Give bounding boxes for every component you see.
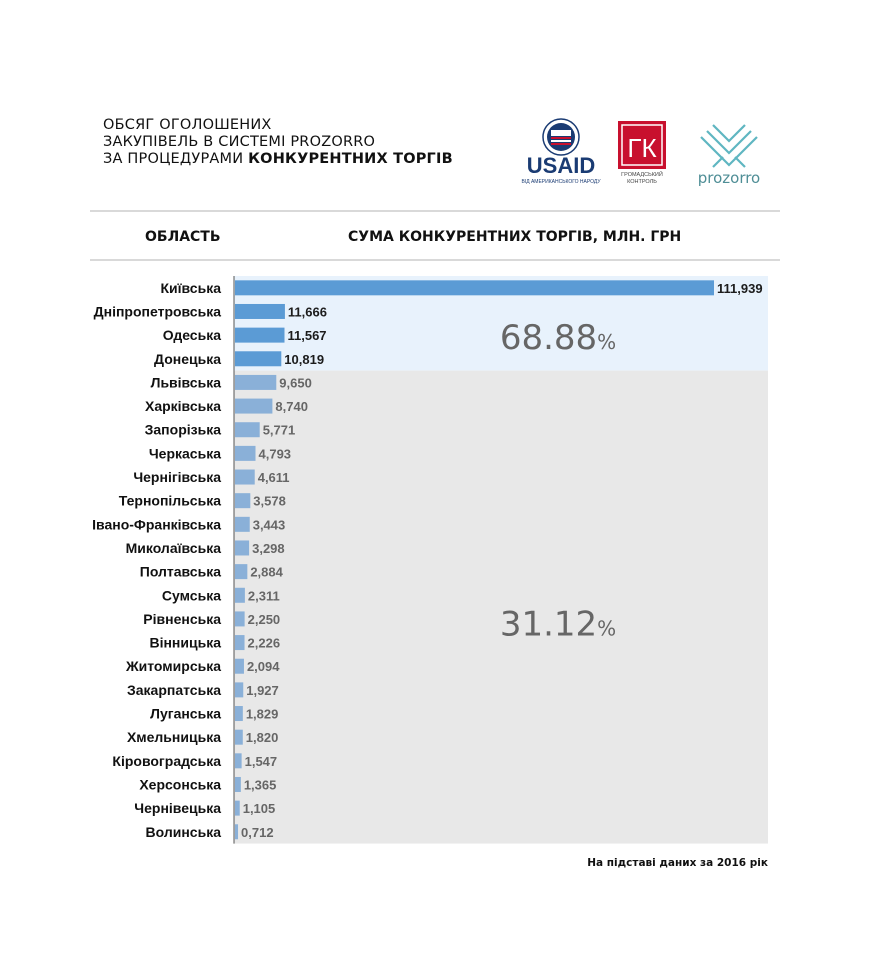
category-label-6: Харківська xyxy=(144,398,221,415)
category-label-8: Черкаська xyxy=(148,445,221,462)
category-label-18: Закарпатська xyxy=(126,681,221,698)
title-line-3-prefix: ЗА ПРОЦЕДУРАМИ xyxy=(103,151,249,167)
bar-12 xyxy=(235,540,249,555)
category-label-3: Одеська xyxy=(162,327,221,344)
category-label-7: Запорізька xyxy=(144,421,221,438)
column-header-amount: СУМА КОНКУРЕНТНИХ ТОРГІВ, МЛН. ГРН xyxy=(348,229,682,245)
category-label-20: Хмельницька xyxy=(126,729,221,746)
bar-17 xyxy=(235,659,244,674)
bar-6 xyxy=(235,399,272,414)
bar-7 xyxy=(235,422,260,437)
title-line-1: ОБСЯГ ОГОЛОШЕНИХ xyxy=(103,117,272,133)
footnote: На підставі даних за 2016 рік xyxy=(587,857,768,869)
category-label-21: Кіровоградська xyxy=(112,752,221,769)
value-label-17: 2,094 xyxy=(246,659,280,675)
value-label-23: 1,105 xyxy=(242,801,276,817)
category-label-1: Київська xyxy=(160,279,221,296)
bar-3 xyxy=(235,328,284,343)
group-share-label-1: 68.88% xyxy=(499,318,617,359)
prozorro-text: prozorro xyxy=(697,169,761,187)
category-label-19: Луганська xyxy=(150,705,221,722)
category-label-9: Чернігівська xyxy=(133,469,221,486)
value-label-1: 111,939 xyxy=(717,280,763,296)
bar-1 xyxy=(235,280,714,295)
category-label-13: Полтавська xyxy=(139,563,221,580)
group-share-label-2: 31.12% xyxy=(499,604,617,645)
category-label-2: Дніпропетровська xyxy=(93,303,221,320)
value-label-5: 9,650 xyxy=(279,375,312,391)
category-label-14: Сумська xyxy=(161,587,221,604)
category-label-16: Вінницька xyxy=(149,634,221,651)
bar-23 xyxy=(235,801,240,816)
title-line-2: ЗАКУПІВЕЛЬ В СИСТЕМІ PROZORRO xyxy=(103,134,376,150)
value-label-22: 1,365 xyxy=(243,777,277,793)
category-label-22: Херсонська xyxy=(139,776,221,793)
bar-15 xyxy=(235,611,245,626)
category-label-17: Житомирська xyxy=(126,658,221,675)
category-label-10: Тернопільська xyxy=(118,492,221,509)
value-label-21: 1,547 xyxy=(244,753,278,769)
value-label-16: 2,226 xyxy=(247,635,281,651)
gk-subtext-1: ГРОМАДСЬКИЙ xyxy=(621,172,663,178)
bar-11 xyxy=(235,517,250,532)
gk-text: ГК xyxy=(627,133,657,163)
category-label-5: Львівська xyxy=(150,374,221,391)
bar-21 xyxy=(235,753,242,768)
category-label-23: Чернівецька xyxy=(134,800,221,817)
bar-18 xyxy=(235,682,243,697)
value-label-8: 4,793 xyxy=(258,446,292,462)
bar-20 xyxy=(235,730,243,745)
title-line-3-bold: КОНКУРЕНТНИХ ТОРГІВ xyxy=(248,151,453,167)
category-label-11: Івано-Франківська xyxy=(92,516,221,533)
category-label-4: Донецька xyxy=(154,350,221,367)
value-label-7: 5,771 xyxy=(262,422,296,438)
value-label-24: 0,712 xyxy=(241,824,274,840)
value-label-14: 2,311 xyxy=(247,588,280,604)
usaid-subtext: ВІД АМЕРИКАНСЬКОГО НАРОДУ xyxy=(521,179,601,185)
bar-16 xyxy=(235,635,245,650)
category-label-24: Волинська xyxy=(145,823,221,840)
bar-14 xyxy=(235,588,245,603)
value-label-18: 1,927 xyxy=(246,682,279,698)
value-label-10: 3,578 xyxy=(253,493,286,509)
bar-9 xyxy=(235,470,255,485)
value-label-6: 8,740 xyxy=(275,399,308,415)
bar-4 xyxy=(235,351,281,366)
column-header-region: ОБЛАСТЬ xyxy=(145,229,221,245)
value-label-4: 10,819 xyxy=(284,351,325,367)
category-label-12: Миколаївська xyxy=(125,539,221,556)
value-label-11: 3,443 xyxy=(252,517,286,533)
bar-22 xyxy=(235,777,241,792)
value-label-12: 3,298 xyxy=(252,540,285,556)
gk-subtext-2: КОНТРОЛЬ xyxy=(627,179,657,185)
value-label-15: 2,250 xyxy=(247,611,281,627)
bar-2 xyxy=(235,304,285,319)
value-label-2: 11,666 xyxy=(287,304,327,320)
bar-10 xyxy=(235,493,250,508)
value-label-19: 1,829 xyxy=(245,706,279,722)
usaid-text: USAID xyxy=(526,153,596,178)
value-label-20: 1,820 xyxy=(245,730,279,746)
bar-24 xyxy=(235,824,238,839)
bar-13 xyxy=(235,564,247,579)
bar-5 xyxy=(235,375,276,390)
category-label-15: Рівненська xyxy=(143,610,221,627)
value-label-13: 2,884 xyxy=(250,564,283,580)
value-label-3: 11,567 xyxy=(287,328,327,344)
bar-19 xyxy=(235,706,243,721)
value-label-9: 4,611 xyxy=(257,470,290,486)
bar-8 xyxy=(235,446,256,461)
